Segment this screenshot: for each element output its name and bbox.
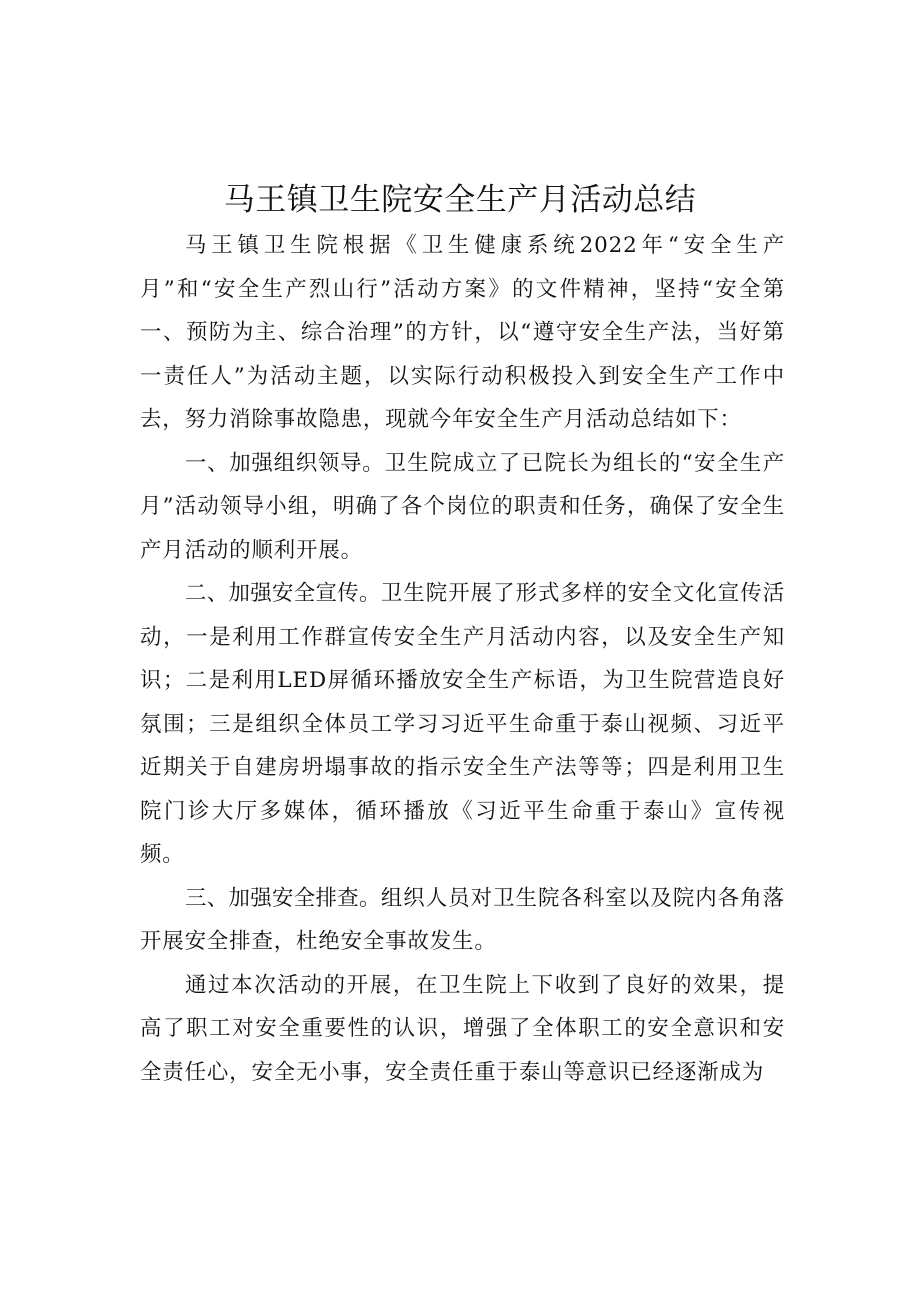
paragraph-intro-text: 马王镇卫生院根据《卫生健康系统2022年“安全生产月”和“安全生产烈山行”活动方案》的文件精神，坚持“安全第一、预防为主、综合治理”的方针，以“遵守安全生产法，当好第一责任人”为活动主题，以实际行动积极投入到安全生产工作中去，努力消除事故隐患，现就今年安全生产月活动总结如下： bbox=[140, 233, 785, 432]
section-3-text: 组织人员对卫生院各科室以及院内各角落开展安全排查，杜绝安全事故发生。 bbox=[140, 885, 785, 954]
paragraph-section-1 bbox=[140, 442, 785, 573]
section-2-heading: 二、加强安全宣传。 bbox=[184, 581, 381, 606]
section-3-heading: 三、加强安全排查。 bbox=[184, 885, 381, 911]
section-2-text: 卫生院开展了形式多样的安全文化宣传活动，一是利用工作群宣传安全生产月活动内容，以及安全生产知识；二是利用LED屏循环播放安全生产标语，为卫生院营造良好氛围；三是组织全体员工学习习近平生命重于泰山视频、习近平近期关于自建房坍塌事故的指示安全生产法等等；四是利用卫生院门诊大厅多媒体，循环播放《习近平生命重于泰山》宣传视频。 bbox=[140, 581, 785, 867]
paragraph-section-2 bbox=[140, 572, 785, 877]
document-title: 马王镇卫生院安全生产月活动总结 bbox=[223, 182, 697, 218]
paragraph-section-3 bbox=[140, 877, 785, 964]
paragraph-intro bbox=[140, 224, 785, 442]
section-1-text: 卫生院成立了已院长为组长的“安全生产月”活动领导小组，明确了各个岗位的职责和任务，确保了安全生产月活动的顺利开展。 bbox=[140, 450, 785, 563]
document-body bbox=[140, 224, 785, 1094]
paragraph-conclusion-text: 通过本次活动的开展，在卫生院上下收到了良好的效果，提高了职工对安全重要性的认识，增强了全体职工的安全意识和安全责任心，安全无小事，安全责任重于泰山等意识已经逐渐成为 bbox=[140, 972, 785, 1085]
section-1-heading: 一、加强组织领导。 bbox=[184, 450, 385, 476]
paragraph-conclusion bbox=[140, 964, 785, 1095]
